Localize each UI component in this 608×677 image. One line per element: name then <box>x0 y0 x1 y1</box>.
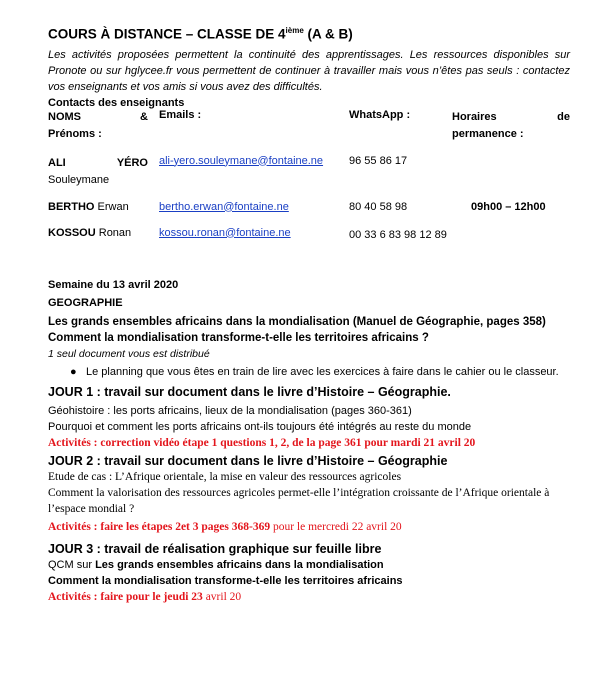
day2-activity: Activités : faire les étapes 2et 3 pages 368-369 pour le mercredi 22 avril 20 <box>48 520 402 533</box>
day1-line1: Géohistoire : les ports africains, lieux de la mondialisation (pages 360-361) <box>48 404 412 417</box>
header-whatsapp: WhatsApp : <box>349 108 411 121</box>
theme-question: Comment la mondialisation transforme-t-elle les territoires africains ? <box>48 331 429 344</box>
teacher-email-link[interactable]: kossou.ronan@fontaine.ne <box>159 226 291 239</box>
teacher-phone: 00 33 6 83 98 12 89 <box>349 228 447 241</box>
day1-activity: Activités : correction vidéo étape 1 questions 1, 2, de la page 361 pour mardi 21 avril 20 <box>48 436 476 449</box>
page-title: COURS À DISTANCE – CLASSE DE 4ième (A & B) <box>48 26 353 42</box>
day1-title: JOUR 1 : travail sur document dans le livre d’Histoire – Géographie. <box>48 384 451 399</box>
teacher-phone: 96 55 86 17 <box>349 154 408 167</box>
intro-text: Les activités proposées permettent la continuité des apprentissages. Les ressources disponibles sur Pronote ou sur hglycee.fr vous permettent de continuer à travailler mais vous n’êtes pas seuls : contactez vos enseignants et vos amis si vous avez des difficultés. <box>48 48 570 93</box>
teacher-phone: 80 40 58 98 <box>349 200 408 213</box>
subject-label: GEOGRAPHIE <box>48 296 123 309</box>
bullet-item: ● Le planning que vous êtes en train de lire avec les exercices à faire dans le cahier ou le classeur. <box>70 365 559 378</box>
day3-line1: QCM sur Les grands ensembles africains dans la mondialisation <box>48 558 384 571</box>
teacher-name: BERTHO Erwan <box>48 200 129 213</box>
day2-line2: Comment la valorisation des ressources agricoles permet-elle l’intégration croissante de l’Afrique orientale à l’espace mondial ? <box>48 486 550 515</box>
day3-title: JOUR 3 : travail de réalisation graphique sur feuille libre <box>48 541 382 556</box>
bullet-dot-icon: ● <box>70 365 77 378</box>
distribution-note: 1 seul document vous est distribué <box>48 347 210 360</box>
teacher-row <box>48 227 570 271</box>
header-hours: Horaires de permanence : <box>452 110 570 140</box>
teacher-row <box>48 201 570 227</box>
teacher-name: KOSSOU Ronan <box>48 226 132 239</box>
day3-activity: Activités : faire pour le jeudi 23 avril 20 <box>48 590 242 603</box>
day2-line1: Etude de cas : L’Afrique orientale, la mise en valeur des ressources agricoles <box>48 470 402 483</box>
teacher-email-link[interactable]: bertho.erwan@fontaine.ne <box>159 200 289 213</box>
header-names: NOMS & Prénoms : <box>48 110 148 140</box>
theme-title: Les grands ensembles africains dans la mondialisation (Manuel de Géographie, pages 358) <box>48 315 546 328</box>
contacts-title: Contacts des enseignants <box>48 96 185 109</box>
teacher-name: ALI YÉRO Souleymane <box>48 156 148 186</box>
day3-line2: Comment la mondialisation transforme-t-elle les territoires africains <box>48 574 403 587</box>
day1-line2: Pourquoi et comment les ports africains ont-ils toujours été intégrés au reste du monde <box>48 420 472 433</box>
document-page <box>48 26 570 605</box>
week-label: Semaine du 13 avril 2020 <box>48 278 179 291</box>
header-emails: Emails : <box>159 108 202 121</box>
contacts-header <box>48 109 570 149</box>
teacher-row <box>48 155 570 201</box>
teacher-hours: 09h00 – 12h00 <box>471 200 546 213</box>
day2-title: JOUR 2 : travail sur document dans le livre d’Histoire – Géographie <box>48 453 448 468</box>
teacher-email-link[interactable]: ali-yero.souleymane@fontaine.ne <box>159 154 324 167</box>
